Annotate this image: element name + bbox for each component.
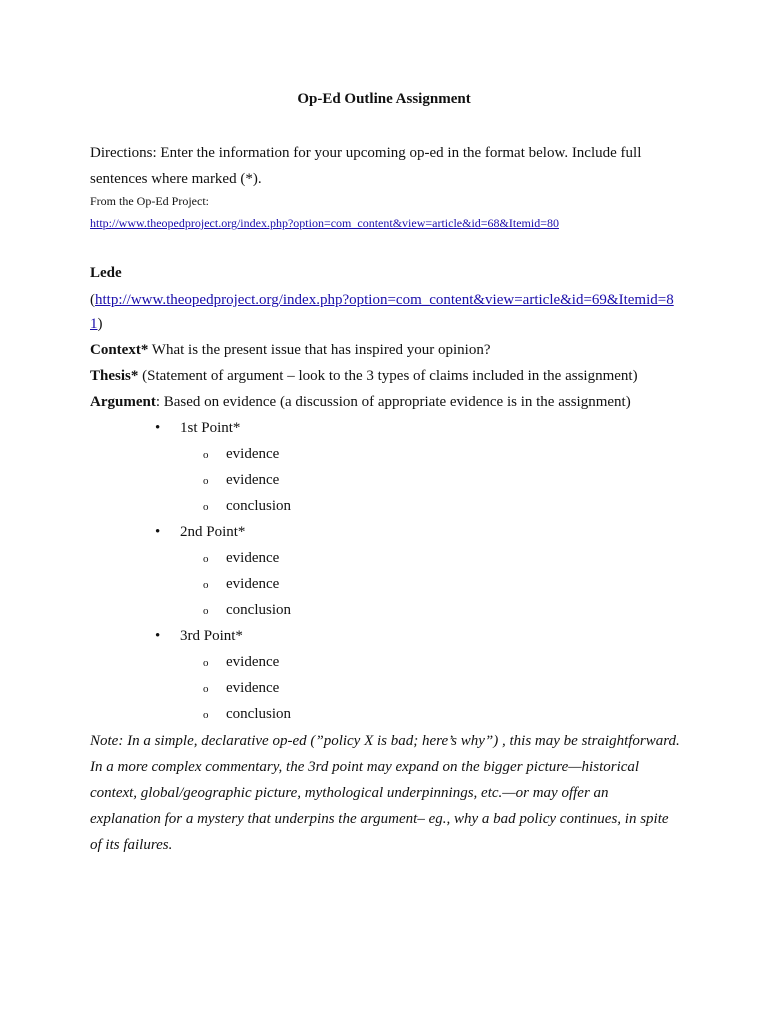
- lede-link[interactable]: http://www.theopedproject.org/index.php?option=com_content&view=article&id=69&Itemid=81: [90, 292, 674, 332]
- bullet-symbol: •: [155, 628, 161, 644]
- sub-item-label: conclusion: [226, 498, 291, 514]
- source-label: From the Op-Ed Project:: [90, 194, 209, 208]
- context-text: What is the present issue that has inspired your opinion?: [148, 342, 491, 358]
- list-item: [203, 599, 291, 622]
- list-item: [203, 677, 279, 700]
- list-item: [203, 495, 291, 518]
- list-item: [155, 417, 240, 439]
- sub-item-label: evidence: [226, 654, 280, 670]
- context-label: Context*: [90, 342, 149, 358]
- lede-reference: [90, 288, 682, 336]
- sub-bullet-symbol: o: [203, 449, 209, 461]
- sub-bullet-symbol: o: [203, 579, 209, 591]
- sub-item-label: conclusion: [226, 602, 291, 618]
- bullet-symbol: •: [155, 420, 161, 436]
- point-label: 1st Point*: [180, 420, 241, 436]
- list-item: [203, 547, 279, 570]
- sub-item-label: evidence: [226, 576, 280, 592]
- sub-bullet-symbol: o: [203, 683, 209, 695]
- list-item: [203, 651, 279, 674]
- sub-item-label: evidence: [226, 680, 280, 696]
- list-item: [203, 703, 291, 726]
- sub-bullet-symbol: o: [203, 657, 209, 669]
- list-item: [203, 573, 279, 596]
- lede-heading: Lede: [90, 265, 122, 281]
- sub-bullet-symbol: o: [203, 605, 209, 617]
- thesis-label: Thesis*: [90, 368, 139, 384]
- argument-line: [90, 391, 631, 413]
- sub-bullet-symbol: o: [203, 709, 209, 721]
- context-line: [90, 339, 491, 361]
- list-item: [155, 521, 245, 543]
- sub-item-label: conclusion: [226, 706, 291, 722]
- argument-text: : Based on evidence (a discussion of appropriate evidence is in the assignment): [155, 394, 631, 410]
- list-item: [203, 443, 279, 466]
- point-label: 3rd Point*: [180, 628, 243, 644]
- thesis-line: [90, 365, 638, 387]
- point-label: 2nd Point*: [180, 524, 246, 540]
- argument-label: Argument: [90, 394, 156, 410]
- list-item: [203, 469, 279, 492]
- note-paragraph: Note: In a simple, declarative op-ed (”policy X is bad; here’s why”) , this may be straightforward. In a more complex commentary, the 3rd point may expand on the bigger picture—historical context, global/geographic picture, mythological underpinnings, etc.—or may offer an explanation for a mystery that underpins the argument– eg., why a bad policy continues, in spite of its failures.: [90, 733, 680, 853]
- sub-item-label: evidence: [226, 472, 280, 488]
- sub-item-label: evidence: [226, 550, 280, 566]
- op-ed-project-link[interactable]: http://www.theopedproject.org/index.php?option=com_content&view=article&id=68&Itemid=80: [90, 216, 559, 230]
- directions-text: Directions: Enter the information for your upcoming op-ed in the format below. Include full sentences where marked (*).: [90, 145, 642, 187]
- sub-bullet-symbol: o: [203, 475, 209, 487]
- sub-item-label: evidence: [226, 446, 280, 462]
- thesis-text: (Statement of argument – look to the 3 types of claims included in the assignment): [138, 368, 638, 384]
- page-title: Op-Ed Outline Assignment: [297, 91, 471, 107]
- sub-bullet-symbol: o: [203, 553, 209, 565]
- lede-open-paren: (: [90, 292, 95, 308]
- list-item: [155, 625, 243, 647]
- lede-close-paren: ): [97, 316, 103, 332]
- bullet-symbol: •: [155, 524, 161, 540]
- sub-bullet-symbol: o: [203, 501, 209, 513]
